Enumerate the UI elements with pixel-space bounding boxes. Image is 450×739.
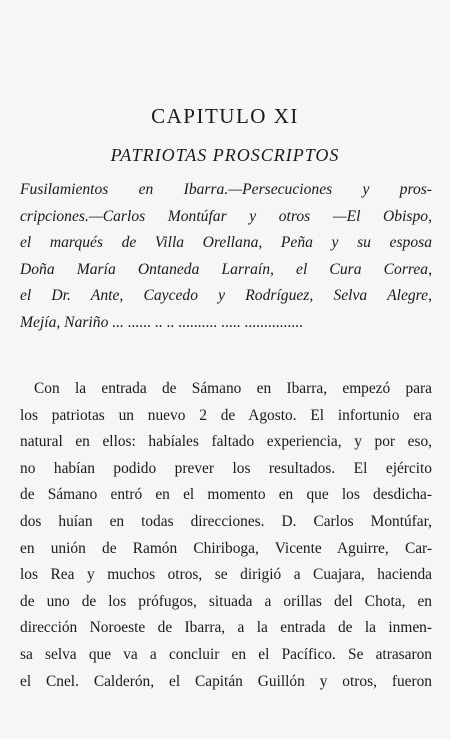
summary-line: cripciones.—Carlos Montúfar y otros —El Obispo, bbox=[20, 207, 432, 225]
body-line: en unión de Ramón Chiriboga, Vicente Aguirre, Car- bbox=[20, 539, 432, 557]
summary-line: el Dr. Ante, Caycedo y Rodríguez, Selva Alegre, bbox=[20, 287, 432, 304]
body-paragraph bbox=[20, 376, 432, 695]
body-line: no habían podido prever los resultados. El ejército bbox=[20, 459, 432, 477]
body-line: natural en ellos: habíales faltado experiencia, y por eso, bbox=[20, 433, 432, 451]
summary-line: el marqués de Villa Orellana, Peña y su esposa bbox=[20, 234, 432, 251]
body-line: los Rea y muchos otros, se dirigió a Cuajara, hacienda bbox=[20, 566, 432, 584]
body-line: de Sámano entró en el momento en que los desdicha- bbox=[20, 486, 432, 504]
summary-line: Doña María Ontaneda Larraín, el Cura Correa, bbox=[20, 260, 432, 278]
body-line: dos huían en todas direcciones. D. Carlos Montúfar, bbox=[20, 512, 432, 530]
chapter-summary bbox=[20, 177, 432, 336]
body-line: el Cnel. Calderón, el Capitán Guillón y otros, fueron bbox=[20, 672, 432, 690]
chapter-title: CAPITULO XI bbox=[151, 104, 299, 128]
summary-line: Fusilamientos en Ibarra.—Persecuciones y pros- bbox=[20, 181, 432, 198]
body-line: dirección Noroeste de Ibarra, a la entrada de la inmen- bbox=[20, 619, 432, 637]
summary-line: Mejía, Nariño ... ...... .. .. .......... ..... ............... bbox=[20, 313, 304, 331]
body-line: de uno de los prófugos, situada a orillas del Chota, en bbox=[20, 592, 432, 610]
chapter-subtitle: PATRIOTAS PROSCRIPTOS bbox=[110, 145, 340, 165]
body-line: los patriotas un nuevo 2 de Agosto. El infortunio era bbox=[20, 406, 432, 424]
body-line: sa selva que va a concluir en el Pacífico. Se atrasaron bbox=[20, 645, 432, 663]
body-line: Con la entrada de Sámano en Ibarra, empezó para bbox=[34, 380, 432, 397]
